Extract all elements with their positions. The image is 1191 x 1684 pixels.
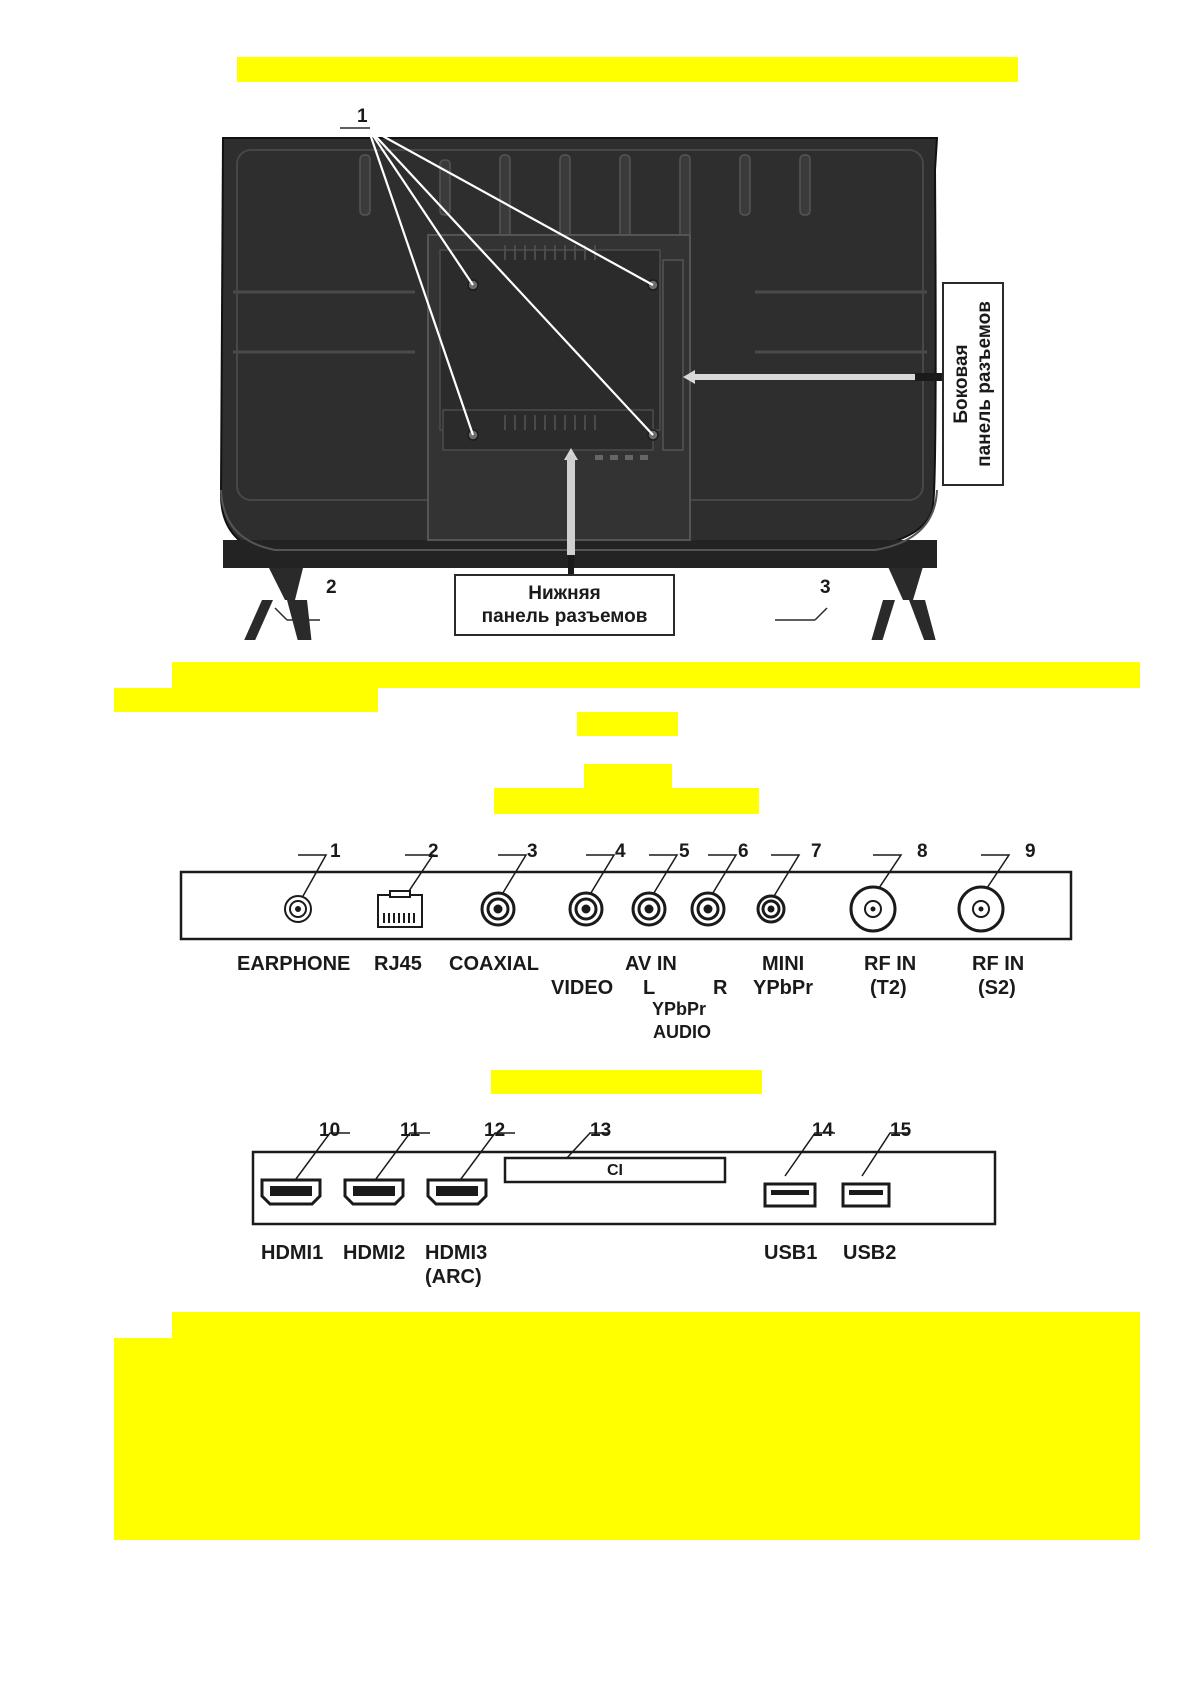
bottom-connector-15-number: 15 [890,1120,912,1141]
callout-stand-right-number: 3 [820,577,831,598]
bottom-connector-11-number: 11 [400,1120,421,1141]
label-rf-in-s2-line1: RF IN [972,953,1025,975]
label-earphone: EARPHONE [237,953,351,975]
bottom-connector-12-number: 12 [484,1120,506,1141]
label-av-in: AV IN [625,953,677,975]
label-mini-ypbpr-line1: MINI [762,953,805,975]
side-connector-9-number: 9 [1025,841,1036,862]
redacted-heading-top [237,57,1018,82]
label-audio-l: L [643,977,656,999]
label-hdmi1: HDMI1 [261,1242,324,1264]
label-rf-in-t2-line2: (T2) [870,977,907,999]
label-rf-in-t2-line1: RF IN [864,953,917,975]
redacted-subheading-2 [584,764,672,788]
redacted-subheading-3 [494,788,759,814]
side-connector-6-number: 6 [738,841,749,862]
side-connector-2-number: 2 [428,841,439,862]
side-connector-7-number: 7 [811,841,822,862]
side-connector-panel [178,835,1078,945]
side-connector-4-number: 4 [615,841,626,862]
label-rj45: RJ45 [374,953,422,975]
bottom-connector-10-number: 10 [319,1120,341,1141]
redacted-paragraph-2 [172,1312,1140,1338]
label-usb2: USB2 [843,1242,897,1264]
callout-mount-number: 1 [357,106,368,127]
redacted-paragraph-2-body [114,1338,1140,1540]
label-audio-r: R [713,977,728,999]
label-mini-ypbpr-line2: YPbPr [753,977,814,999]
redacted-paragraph-1-tail [114,688,378,712]
redacted-paragraph-1 [172,662,1140,688]
bottom-panel-callout-line1: Нижняя [528,583,601,604]
label-usb1: USB1 [764,1242,818,1264]
label-hdmi3-line2: (ARC) [425,1266,482,1288]
bottom-connector-14-number: 14 [812,1120,834,1141]
label-ypbpr-sub: YPbPr [652,999,707,1019]
callout-stand-left-number: 2 [326,577,337,598]
label-ci: CI [607,1162,623,1179]
bottom-panel-callout [454,574,675,636]
bottom-panel-callout-line2: панель разъемов [481,606,648,627]
bottom-connector-panel [250,1110,1000,1235]
side-connector-8-number: 8 [917,841,928,862]
side-panel-callout-line1: Боковая [951,344,972,424]
redacted-subheading-1 [577,712,678,736]
bottom-connector-13-number: 13 [590,1120,612,1141]
side-panel-callout-line2: панель разъемов [974,301,995,467]
label-rf-in-s2-line2: (S2) [978,977,1016,999]
side-connector-1-number: 1 [330,841,341,862]
side-connector-3-number: 3 [527,841,538,862]
redacted-subheading-4 [491,1070,762,1094]
label-hdmi2: HDMI2 [343,1242,406,1264]
label-audio: AUDIO [653,1022,711,1042]
label-hdmi3-line1: HDMI3 [425,1242,488,1264]
tv-back-illustration [215,110,1060,640]
label-coaxial: COAXIAL [449,953,539,975]
label-video: VIDEO [551,977,614,999]
side-connector-5-number: 5 [679,841,690,862]
side-panel-callout [942,282,1004,486]
